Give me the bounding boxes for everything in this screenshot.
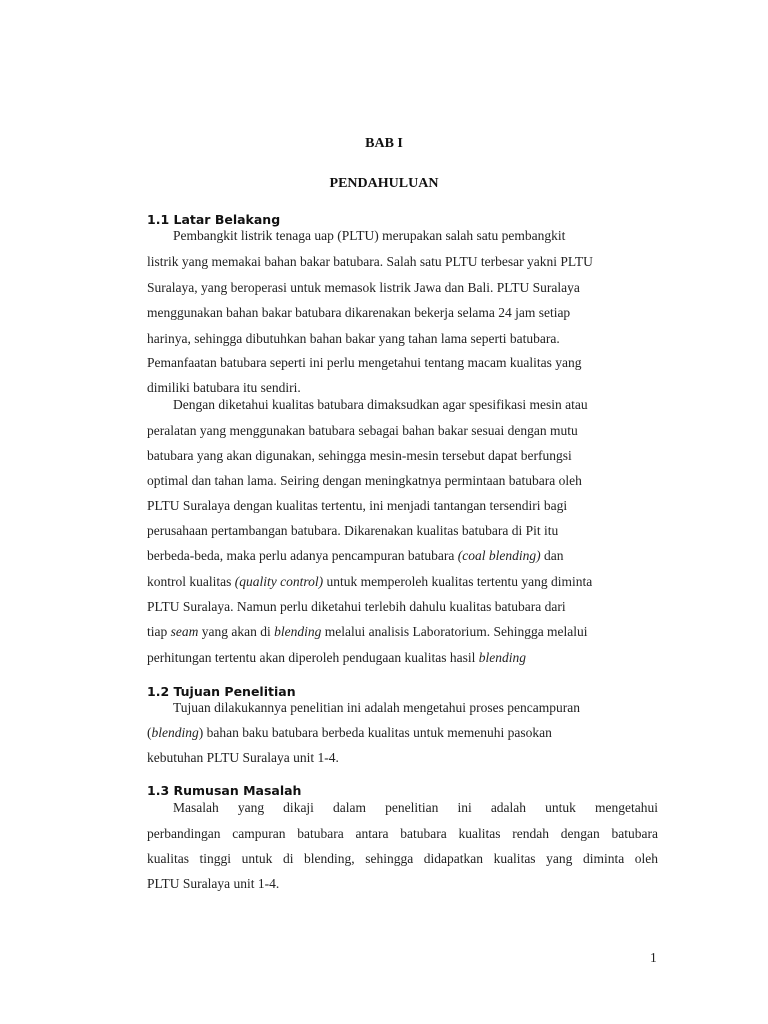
paragraph-line: perbandingan campuran batubara antara batubara kualitas rendah dengan batubara	[147, 826, 658, 841]
text-run: perhitungan tertentu akan diperoleh pendugaan kualitas hasil	[147, 650, 479, 665]
paragraph-line: Suralaya, yang beroperasi untuk memasok listrik Jawa dan Bali. PLTU Suralaya	[147, 280, 580, 295]
paragraph-line: batubara yang akan digunakan, sehingga mesin-mesin tersebut dapat berfungsi	[147, 448, 572, 463]
text-run: ) bahan baku batubara berbeda kualitas untuk memenuhi pasokan	[198, 725, 552, 740]
paragraph-line: Pembangkit listrik tenaga uap (PLTU) merupakan salah satu pembangkit	[173, 228, 566, 243]
italic-term: blending	[151, 725, 199, 740]
italic-term: (quality control)	[234, 574, 324, 589]
paragraph-line: Pemanfaatan batubara seperti ini perlu mengetahui tentang macam kualitas yang	[147, 355, 582, 370]
text-run: tiap	[147, 624, 171, 639]
section-heading-tujuan-penelitian: 1.2 Tujuan Penelitian	[147, 684, 296, 699]
paragraph-line	[147, 725, 552, 741]
paragraph-line	[147, 650, 526, 666]
page-number: 1	[650, 950, 657, 965]
text-run: untuk memperoleh kualitas tertentu yang diminta	[323, 574, 593, 589]
section-heading-latar-belakang: 1.1 Latar Belakang	[147, 212, 281, 227]
paragraph-line	[147, 548, 563, 564]
paragraph-line: menggunakan bahan bakar batubara dikarenakan bekerja selama 24 jam setiap	[147, 305, 571, 320]
paragraph-line: optimal dan tahan lama. Seiring dengan meningkatnya permintaan batubara oleh	[147, 473, 582, 488]
chapter-title: PENDAHULUAN	[329, 176, 439, 191]
paragraph-line: PLTU Suralaya unit 1-4.	[147, 876, 280, 891]
text-run: melalui analisis Laboratorium. Sehingga melalui	[321, 624, 588, 639]
italic-term: (coal blending)	[457, 548, 541, 563]
paragraph-line: Dengan diketahui kualitas batubara dimaksudkan agar spesifikasi mesin atau	[173, 397, 588, 412]
paragraph-line: kebutuhan PLTU Suralaya unit 1-4.	[147, 750, 339, 765]
paragraph-line: peralatan yang menggunakan batubara sebagai bahan bakar sesuai dengan mutu	[147, 423, 578, 438]
section-heading-rumusan-masalah: 1.3 Rumusan Masalah	[147, 783, 302, 798]
text-run: kontrol kualitas	[147, 574, 235, 589]
paragraph-line: kualitas tinggi untuk di blending, sehingga didapatkan kualitas yang diminta oleh	[147, 851, 658, 866]
paragraph-line: dimiliki batubara itu sendiri.	[147, 380, 301, 395]
italic-term: blending	[478, 650, 527, 665]
paragraph-line: Tujuan dilakukannya penelitian ini adalah mengetahui proses pencampuran	[173, 700, 581, 715]
paragraph-line: Masalah yang dikaji dalam penelitian ini adalah untuk mengetahui	[173, 800, 658, 815]
text-run: (	[147, 725, 152, 740]
italic-term: blending	[274, 624, 322, 639]
italic-term: seam	[170, 624, 199, 639]
chapter-number: BAB I	[365, 136, 403, 151]
text-run: berbeda-beda, maka perlu adanya pencampuran batubara	[147, 548, 458, 563]
paragraph-line	[147, 624, 588, 640]
paragraph-line: listrik yang memakai bahan bakar batubara. Salah satu PLTU terbesar yakni PLTU	[147, 254, 593, 269]
paragraph-line: harinya, sehingga dibutuhkan bahan bakar yang tahan lama seperti batubara.	[147, 331, 560, 346]
paragraph-line: perusahaan pertambangan batubara. Dikarenakan kualitas batubara di Pit itu	[147, 523, 559, 538]
text-run: yang akan di	[198, 624, 275, 639]
paragraph-line	[147, 574, 592, 590]
text-run: dan	[540, 548, 564, 563]
paragraph-line: PLTU Suralaya dengan kualitas tertentu, ini menjadi tantangan tersendiri bagi	[147, 498, 568, 513]
paragraph-line: PLTU Suralaya. Namun perlu diketahui terlebih dahulu kualitas batubara dari	[147, 599, 566, 614]
